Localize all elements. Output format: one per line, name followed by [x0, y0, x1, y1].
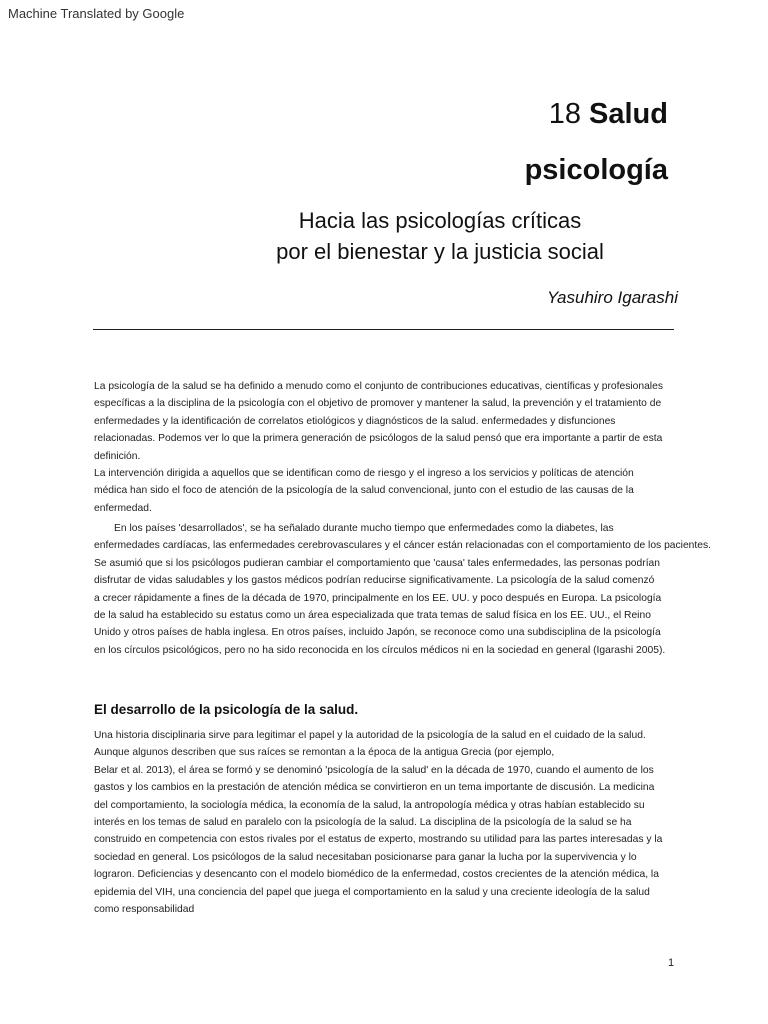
- text-line: disfrutar de vidas saludables y los gastos médicos podrían reducirse significativamente. La psicología de la salud comenzó: [94, 575, 655, 587]
- text-line: enfermedades cardíacas, las enfermedades cerebrovasculares y el cáncer están relacionadas con el comportamiento de los pacientes.: [94, 540, 712, 552]
- text-line: enfermedades y la identificación de correlatos etiológicos y diagnósticos de la salud. enfermedades y disfunciones: [94, 415, 616, 427]
- section-paragraph: [94, 727, 730, 918]
- text-line: La psicología de la salud se ha definido a menudo como el conjunto de contribuciones educativas, científicas y profesionales: [94, 381, 663, 392]
- chapter-number: 18: [548, 98, 581, 130]
- text-line: Una historia disciplinaria sirve para legitimar el papel y la autoridad de la psicología de la salud en el cuidado de la salud.: [94, 730, 646, 741]
- machine-translation-banner: Machine Translated by Google: [8, 6, 185, 21]
- text-line: como responsabilidad: [94, 904, 195, 916]
- text-line: construido en competencia con estos rivales por el estatus de experto, mostrando su utilidad para las partes interesadas y la: [94, 834, 663, 846]
- text-line: en los círculos psicológicos, pero no ha sido reconocida en los círculos médicos ni en la sociedad en general (Igarashi 2005).: [94, 644, 666, 656]
- page-number: 1: [668, 957, 675, 969]
- subtitle-line1: Hacia las psicologías críticas: [298, 208, 582, 233]
- developed-countries-paragraph: [94, 520, 730, 659]
- chapter-title-line1: Salud: [589, 98, 668, 130]
- text-line: En los países 'desarrollados', se ha señalado durante mucho tiempo que enfermedades como la diabetes, las: [114, 523, 614, 534]
- text-line: Unido y otros países de habla inglesa. En otros países, incluido Japón, se reconoce como una subdisciplina de la psicología: [94, 627, 661, 639]
- title-divider: [93, 329, 674, 330]
- text-line: específicas a la disciplina de la psicología con el objetivo de promover y mantener la salud, la prevención y el tratamiento de: [94, 398, 662, 410]
- text-line: epidemia del VIH, una conciencia del papel que juega el comportamiento en la salud y una creciente ideología de la salud: [94, 886, 650, 898]
- text-line: sociedad en general. Los psicólogos de la salud necesitaban posicionarse para ganar la lucha por la supervivencia y lo: [94, 851, 637, 863]
- text-line: de la salud ha establecido su estatus como un área especializada que trata temas de salud física en los EE. UU., el Reino: [94, 610, 651, 622]
- text-line: del comportamiento, la sociología médica, la economía de la salud, la antropología médica y otras habían establecido su: [94, 799, 645, 811]
- text-line: La intervención dirigida a aquellos que se identifican como de riesgo y el ingreso a los servicios y políticas de atención: [94, 468, 634, 480]
- text-line: enfermedad.: [94, 502, 152, 514]
- section-heading: El desarrollo de la psicología de la salud.: [94, 702, 359, 717]
- chapter-title-line2: psicología: [524, 154, 668, 186]
- text-line: definición.: [94, 450, 141, 462]
- text-line: lograron. Deficiencias y desencanto con el modelo biomédico de la enfermedad, costos crecientes de la atención médica, la: [94, 869, 659, 881]
- text-line: Aunque algunos describen que sus raíces se remontan a la época de la antigua Grecia (por ejemplo,: [94, 747, 555, 759]
- text-line: gastos y los cambios en la prestación de atención médica se convirtieron en un tema importante de discusión. La medicina: [94, 782, 655, 794]
- chapter-subtitle: [240, 205, 640, 267]
- subtitle-line2: por el bienestar y la justicia social: [276, 239, 604, 264]
- text-line: Se asumió que si los psicólogos pudieran cambiar el comportamiento que 'causa' tales enfermedades, las personas podrían: [94, 557, 661, 569]
- intro-paragraph: [94, 378, 730, 517]
- chapter-title: [549, 98, 668, 131]
- text-line: a crecer rápidamente a fines de la década de 1970, principalmente en los EE. UU. y poco después en Europa. La psicología: [94, 592, 662, 604]
- author-name: Yasuhiro Igarashi: [546, 288, 678, 307]
- text-line: relacionadas. Podemos ver lo que la primera generación de psicólogos de la salud pensó que era importante a partir de esta: [94, 433, 663, 445]
- text-line: interés en los temas de salud en paralelo con la psicología de la salud. La disciplina de la psicología de la salud se ha: [94, 817, 632, 829]
- text-line: Belar et al. 2013), el área se formó y se denominó 'psicología de la salud' en la década de 1970, cuando el aumento de los: [94, 764, 654, 776]
- text-line: médica han sido el foco de atención de la psicología de la salud convencional, junto con el estudio de las causas de la: [94, 485, 634, 497]
